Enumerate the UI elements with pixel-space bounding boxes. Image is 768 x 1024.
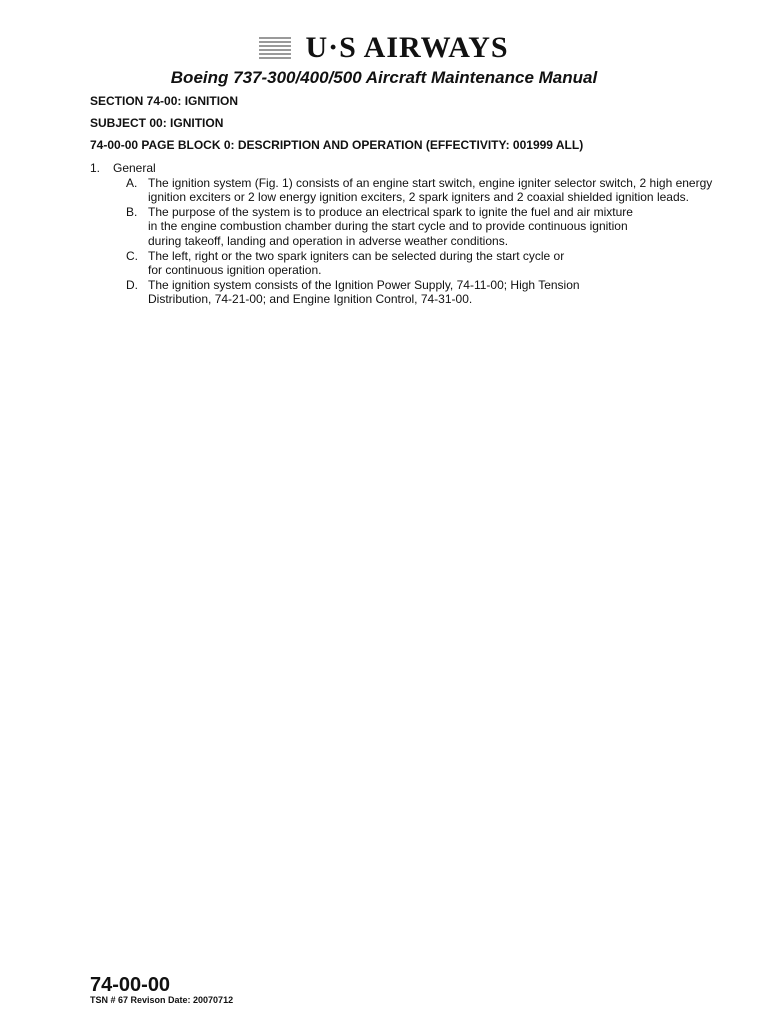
- general-number: 1.: [90, 161, 101, 175]
- section-heading: SECTION 74-00: IGNITION: [90, 94, 239, 108]
- item-letter: C.: [126, 248, 138, 263]
- general-section: [90, 161, 740, 307]
- striped-flag-icon: [259, 37, 291, 59]
- item-line: The ignition system (Fig. 1) consists of an engine start switch, engine igniter selector switch, 2 high energy: [148, 175, 713, 190]
- general-label: General: [113, 161, 156, 175]
- item-text: [148, 205, 740, 249]
- list-item: [126, 278, 740, 307]
- item-letter: D.: [126, 277, 138, 292]
- item-line: in the engine combustion chamber during the start cycle and to provide continuous ignition: [148, 219, 628, 234]
- item-letter: B.: [126, 204, 138, 219]
- item-line: for continuous ignition operation.: [148, 263, 322, 278]
- footer-revision: TSN # 67 Revison Date: 20070712: [90, 995, 234, 1005]
- list-item: [126, 205, 740, 249]
- item-text: [148, 249, 740, 278]
- item-line: The purpose of the system is to produce an electrical spark to ignite the fuel and air mixture: [148, 204, 633, 219]
- item-text: [148, 176, 740, 205]
- item-line: The ignition system consists of the Ignition Power Supply, 74-11-00; High Tension: [148, 277, 580, 292]
- footer-section-code: 74-00-00: [90, 974, 171, 996]
- general-heading: [90, 161, 740, 176]
- list-item: [126, 249, 740, 278]
- item-text: [148, 278, 740, 307]
- manual-title: Boeing 737-300/400/500 Aircraft Maintenance Manual: [170, 68, 598, 87]
- item-line: The left, right or the two spark igniters can be selected during the start cycle or: [148, 248, 565, 263]
- item-letter: A.: [126, 175, 138, 190]
- logo: [0, 30, 768, 66]
- page-block-heading: 74-00-00 PAGE BLOCK 0: DESCRIPTION AND OPERATION (EFFECTIVITY: 001999 ALL): [90, 138, 584, 152]
- item-line: ignition exciters or 2 low energy ignition exciters, 2 spark igniters and 2 coaxial shielded ignition leads.: [148, 190, 689, 205]
- item-line: Distribution, 74-21-00; and Engine Ignition Control, 74-31-00.: [148, 292, 473, 307]
- item-line: during takeoff, landing and operation in adverse weather conditions.: [148, 233, 509, 248]
- brand-name: U·S AIRWAYS: [305, 31, 509, 64]
- subject-heading: SUBJECT 00: IGNITION: [90, 116, 224, 130]
- list-item: [126, 176, 740, 205]
- document-header: [0, 30, 768, 88]
